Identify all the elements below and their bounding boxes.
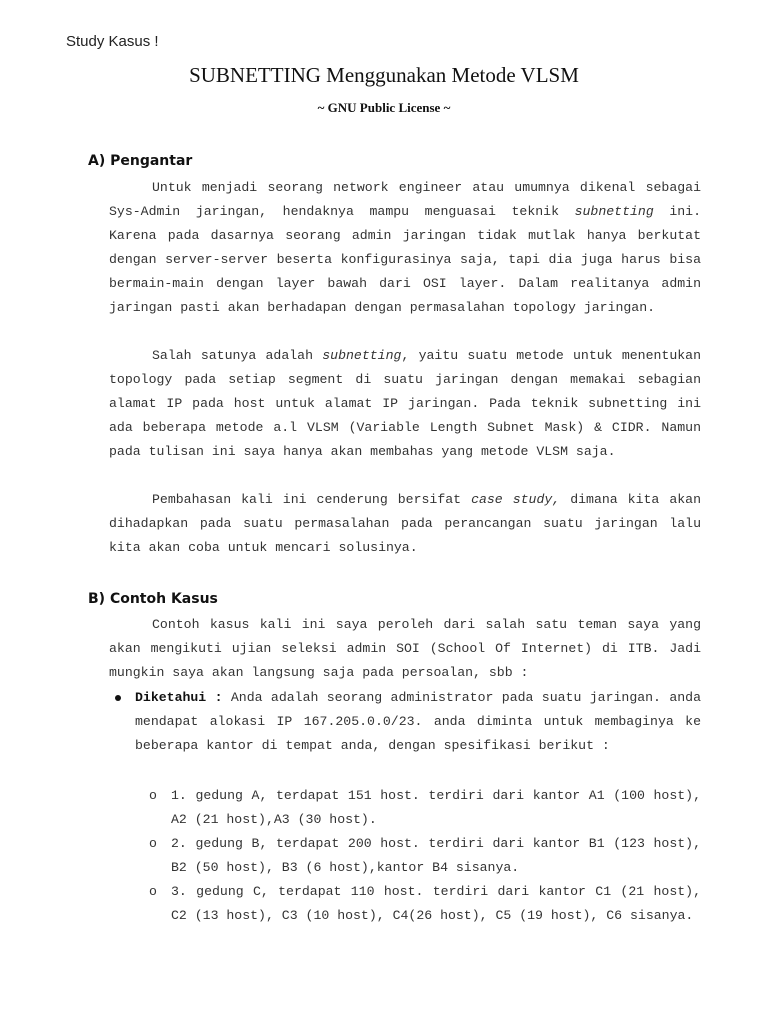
bullet-label: Diketahui : <box>135 690 223 705</box>
bullet-dot-icon <box>115 695 121 701</box>
sub-bullet-marker-icon: o <box>149 836 157 851</box>
header-note: Study Kasus ! <box>66 33 159 50</box>
document-subtitle: ~ GNU Public License ~ <box>317 100 451 115</box>
paragraph-text: Pembahasan kali ini cenderung bersifat <box>152 492 472 507</box>
sub-bullet-marker-icon: o <box>149 788 157 803</box>
section-a-paragraph-1 <box>109 176 701 320</box>
section-a-paragraph-3 <box>109 488 701 560</box>
emphasis-text: subnetting <box>574 204 654 219</box>
sub-bullet-marker-icon: o <box>149 884 157 899</box>
bullet-text: Anda adalah seorang administrator pada suatu jaringan. anda mendapat alokasi IP 167.205.0.0/23. anda diminta untuk membaginya ke beberapa kantor di tempat anda, dengan spesifikasi berikut : <box>135 690 701 753</box>
document-title: SUBNETTING Menggunakan Metode VLSM <box>189 63 579 87</box>
paragraph-text: dimana kita akan dihadapkan pada suatu permasalahan pada perancangan suatu jaringan lalu kita akan coba untuk mencari solusinya. <box>109 492 701 555</box>
paragraph-text: Salah satunya adalah <box>152 348 323 363</box>
section-b-heading: B) Contoh Kasus <box>88 591 218 607</box>
sub-list-item: 3. gedung C, terdapat 110 host. terdiri dari kantor C1 (21 host), C2 (13 host), C3 (10 host), C4(26 host), C5 (19 host), C6 sisanya. <box>171 884 701 923</box>
sub-list-item: 1. gedung A, terdapat 151 host. terdiri dari kantor A1 (100 host), A2 (21 host),A3 (30 host). <box>171 788 701 827</box>
paragraph-text: , yaitu suatu metode untuk menentukan topology pada setiap segment di suatu jaringan dengan memakai sebagian alamat IP pada host untuk alamat IP jaringan. Pada teknik subnetting ini ada beberapa metode a.l VLSM (Variable Length Subnet Mask) & CIDR. Namun pada tulisan ini saya hanya akan membahas yang metode VLSM saja. <box>109 348 701 459</box>
emphasis-text: subnetting <box>322 348 402 363</box>
sub-list-item: 2. gedung B, terdapat 200 host. terdiri dari kantor B1 (123 host), B2 (50 host), B3 (6 host),kantor B4 sisanya. <box>171 836 701 875</box>
section-a-heading: A) Pengantar <box>88 153 193 169</box>
bullet-diketahui <box>135 686 701 758</box>
section-a-paragraph-2 <box>109 344 701 464</box>
emphasis-text: case study, <box>471 492 561 507</box>
paragraph-text: Untuk menjadi seorang network engineer atau umumnya dikenal sebagai Sys-Admin jaringan, hendaknya mampu menguasai teknik <box>109 180 701 219</box>
section-b-paragraph-1: Contoh kasus kali ini saya peroleh dari salah satu teman saya yang akan mengikuti ujian seleksi admin SOI (School Of Internet) di ITB. Jadi mungkin saya akan langsung saja pada persoalan, sbb : <box>109 617 701 680</box>
paragraph-text: ini. Karena pada dasarnya seorang admin jaringan tidak mutlak hanya berkutat dengan server-server beserta konfigurasinya saja, tapi dia juga harus bisa bermain-main dengan layer bawah dari OSI layer. Dalam realitanya admin jaringan pasti akan berhadapan dengan permasalahan topology jaringan. <box>109 204 701 315</box>
